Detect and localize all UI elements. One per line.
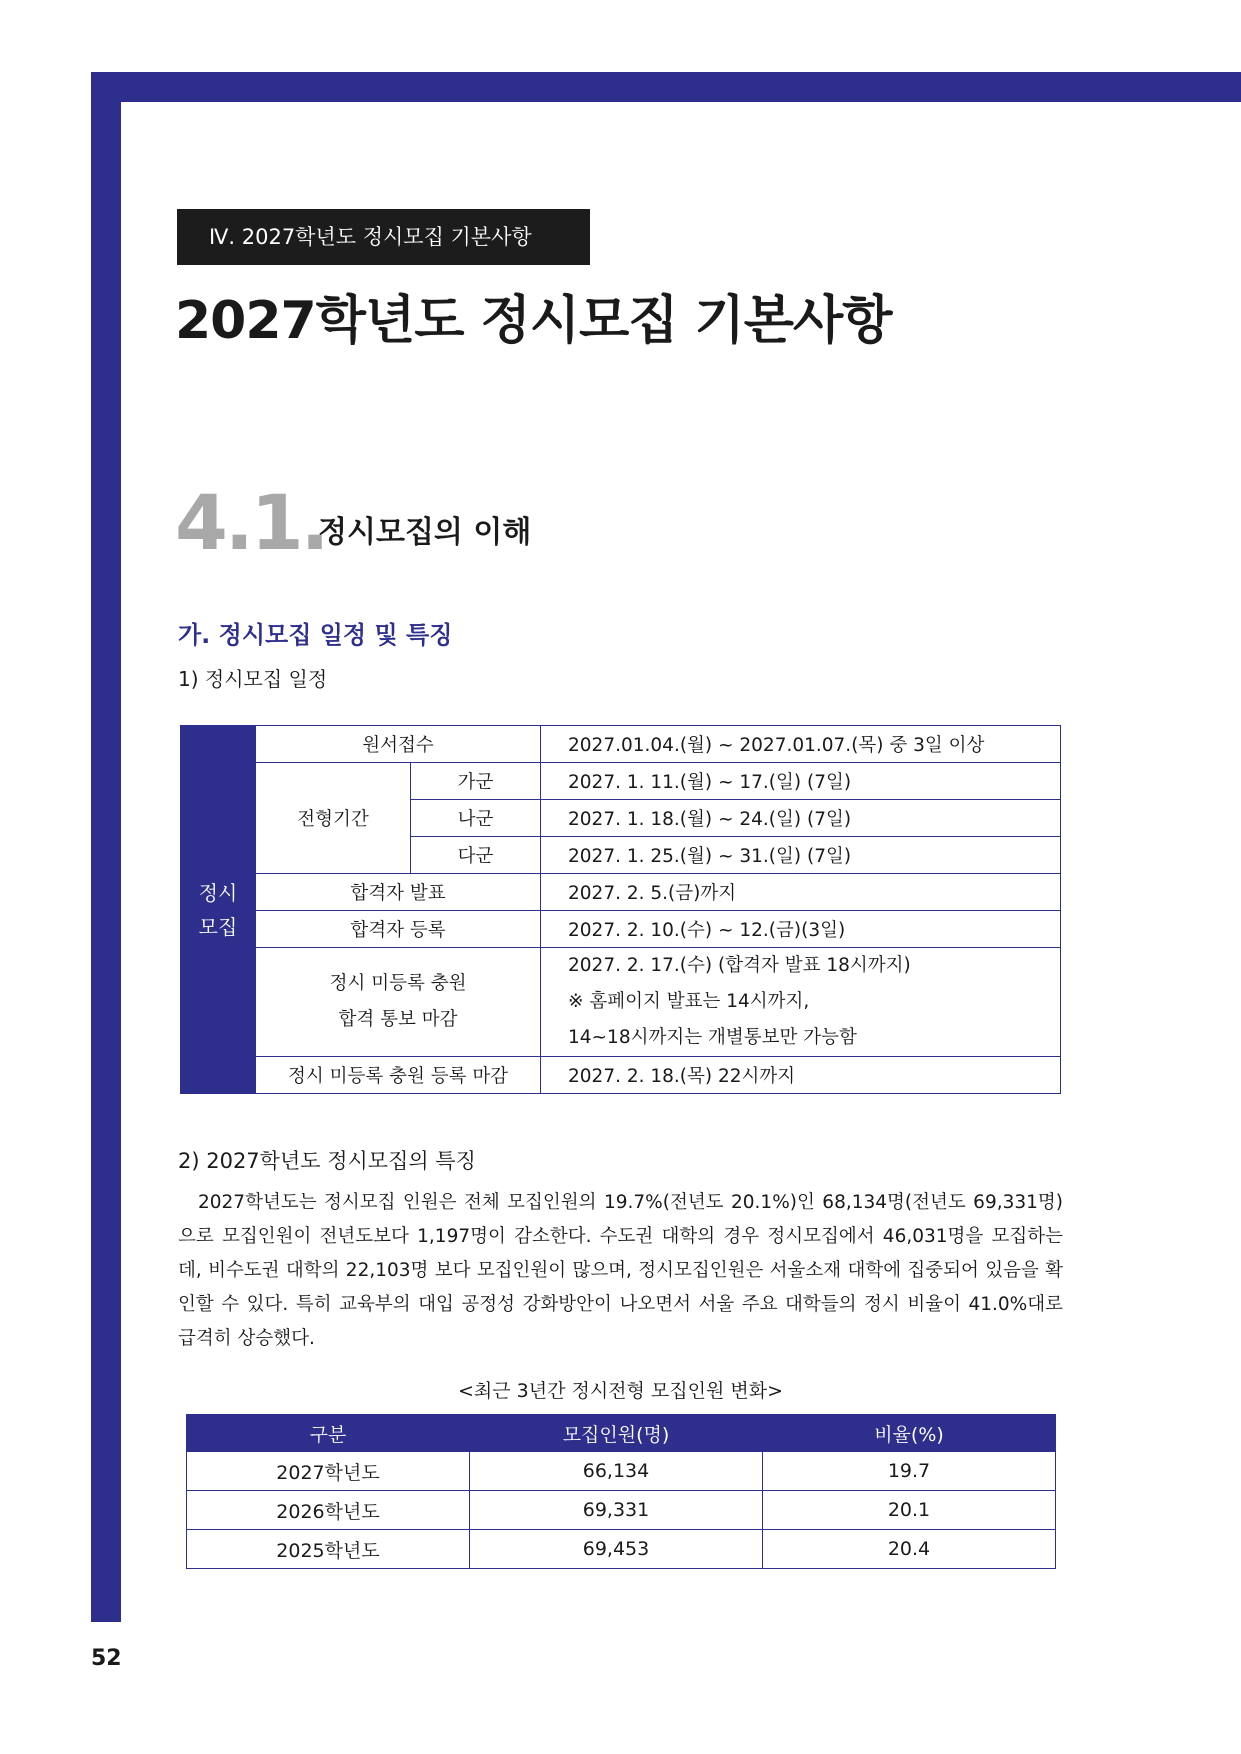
column-header: 구분 <box>187 1415 470 1452</box>
additional-label-line-2: 합격 통보 마감 <box>338 1009 458 1030</box>
column-header: 비율(%) <box>763 1415 1056 1452</box>
schedule-side-label <box>181 726 256 1094</box>
table-row <box>181 911 1061 948</box>
recent-recruitment-table <box>186 1414 1056 1569</box>
screening-label: 전형기간 <box>256 763 411 874</box>
schedule-heading: 1) 정시모집 일정 <box>178 667 328 691</box>
table-cell: 69,453 <box>470 1530 763 1569</box>
features-paragraph: 2027학년도는 정시모집 인원은 전체 모집인원의 19.7%(전년도 20.1%)인 68,134명(전년도 69,331명)으로 모집인원이 전년도보다 1,197명이 감소한다. 수도권 대학의 경우 정시모집에서 46,031명을 모집하는데, 비수도권 대학의 22,103명 보다 모집인원이 많으며, 정시모집인원은 서울소재 대학에 집중되어 있음을 확인할 수 있다. 특히 교육부의 대입 공정성 강화방안이 나오면서 서울 주요 대학들의 정시 비율이 41.0%대로 급격히 상승했다. <box>178 1192 1063 1349</box>
table-row <box>181 763 1061 800</box>
schedule-table <box>180 725 1061 1094</box>
table-cell: 20.1 <box>763 1491 1056 1530</box>
table-cell: 2025학년도 <box>187 1530 470 1569</box>
chapter-tag: Ⅳ. 2027학년도 정시모집 기본사항 <box>177 209 590 265</box>
table-row <box>181 948 1061 1057</box>
table-caption: <최근 3년간 정시전형 모집인원 변화> <box>457 1380 784 1402</box>
section-number: 4.1. <box>175 478 327 567</box>
page-number: 52 <box>91 1646 122 1671</box>
additional-value-line-2: ※ 홈페이지 발표는 14시까지, <box>568 991 810 1012</box>
additional-value-line-1: 2027. 2. 17.(수) (합격자 발표 18시까지) <box>568 955 911 976</box>
table-cell: 2026학년도 <box>187 1491 470 1530</box>
additional-value <box>541 948 1061 1057</box>
column-header: 모집인원(명) <box>470 1415 763 1452</box>
register-value: 2027. 2. 10.(수) ~ 12.(금)(3일) <box>541 911 1061 948</box>
group-na-label: 나군 <box>411 800 541 837</box>
group-na-value: 2027. 1. 18.(월) ~ 24.(일) (7일) <box>541 800 1061 837</box>
group-da-label: 다군 <box>411 837 541 874</box>
table-row <box>187 1530 1056 1569</box>
application-label: 원서접수 <box>256 726 541 763</box>
group-ga-value: 2027. 1. 11.(월) ~ 17.(일) (7일) <box>541 763 1061 800</box>
table-cell: 2027학년도 <box>187 1452 470 1491</box>
announce-value: 2027. 2. 5.(금)까지 <box>541 874 1061 911</box>
table-row <box>187 1452 1056 1491</box>
table-row <box>187 1491 1056 1530</box>
table-cell: 66,134 <box>470 1452 763 1491</box>
announce-label: 합격자 발표 <box>256 874 541 911</box>
side-label-line-1: 정시 <box>198 880 238 905</box>
table-cell: 69,331 <box>470 1491 763 1530</box>
application-value: 2027.01.04.(월) ~ 2027.01.07.(목) 중 3일 이상 <box>541 726 1061 763</box>
additional-value-line-3: 14~18시까지는 개별통보만 가능함 <box>568 1027 857 1048</box>
add-register-label: 정시 미등록 충원 등록 마감 <box>256 1057 541 1094</box>
additional-label-line-1: 정시 미등록 충원 <box>329 973 467 994</box>
side-accent-bar <box>91 72 121 1622</box>
features-heading: 2) 2027학년도 정시모집의 특징 <box>178 1149 476 1173</box>
additional-label <box>256 948 541 1057</box>
table-header-row <box>187 1415 1056 1452</box>
page-title: 2027학년도 정시모집 기본사항 <box>175 291 892 351</box>
table-row <box>181 1057 1061 1094</box>
table-cell: 20.4 <box>763 1530 1056 1569</box>
table-cell: 19.7 <box>763 1452 1056 1491</box>
add-register-value: 2027. 2. 18.(목) 22시까지 <box>541 1057 1061 1094</box>
subsection-heading: 가. 정시모집 일정 및 특징 <box>178 621 453 649</box>
section-title: 정시모집의 이해 <box>318 515 532 550</box>
top-accent-bar <box>91 72 1241 102</box>
side-label-line-2: 모집 <box>198 914 238 939</box>
table-row <box>181 874 1061 911</box>
group-ga-label: 가군 <box>411 763 541 800</box>
register-label: 합격자 등록 <box>256 911 541 948</box>
table-row <box>181 726 1061 763</box>
group-da-value: 2027. 1. 25.(월) ~ 31.(일) (7일) <box>541 837 1061 874</box>
